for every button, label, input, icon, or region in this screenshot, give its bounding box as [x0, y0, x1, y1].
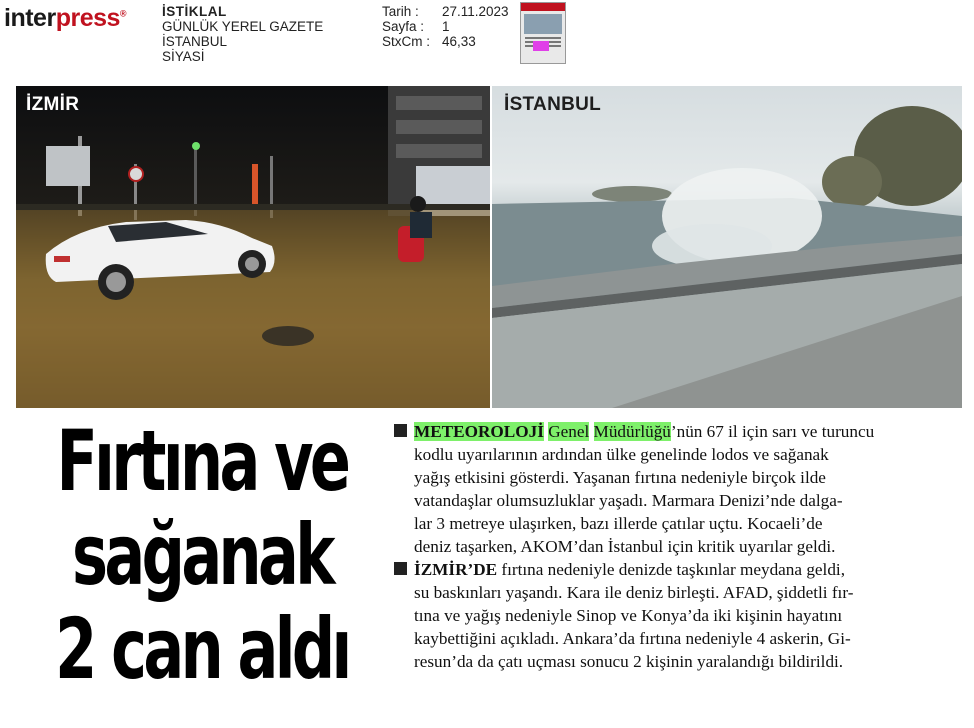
- text-line: su baskınları yaşandı. Kara ile deniz birleşti. AFAD, şiddetli fır-: [414, 583, 854, 602]
- headline-line: sağanak: [72, 506, 332, 604]
- text-line: kaybettiğini açıkladı. Ankara’da fırtına nedeniyle 4 askerin, Gi-: [414, 629, 851, 648]
- stxcm-label: StxCm :: [382, 34, 431, 49]
- page-value: 1: [442, 19, 450, 34]
- interpress-logo: interpress®: [4, 4, 127, 32]
- stxcm-value: 46,33: [442, 34, 476, 49]
- article-paragraph: METEOROLOJİ Genel Müdürlüğü’nün 67 il için sarı ve turuncu kodlu uyarılarının ardından ülke genelinde lodos ve sağanak yağış etkisini gösterdi. Yaşanan fırtına nedeniyle birçok ilde vatandaşlar olumsuzluklar yaşadı. Marmara Denizi’nde dalga- lar 3 metreye ulaşırken, bazı illerde çatılar uçtu. Kocaeli’de deniz taşarken, AKOM’dan İstanbul için kritik uyarılar geldi.: [394, 420, 964, 558]
- text-line: resun’da da çatı uçması sonucu 2 kişinin yaralandığı bildirildi.: [414, 652, 844, 671]
- clipping-meta: [382, 4, 509, 49]
- bullet-square-icon: [394, 424, 407, 437]
- photo-izmir-flood: [16, 86, 490, 408]
- keyword-highlight: METEOROLOJİ: [414, 422, 544, 441]
- text-line: vatandaşlar olumsuzluklar yaşadı. Marmara Denizi’nde dalga-: [414, 491, 843, 510]
- headline-line: Fırtına ve: [56, 412, 348, 510]
- publication-info: [162, 4, 323, 64]
- text-line: deniz taşarken, AKOM’dan İstanbul için kritik uyarılar geldi.: [414, 537, 836, 556]
- article-headline: [14, 414, 390, 696]
- publication-city: İSTANBUL: [162, 34, 228, 49]
- keyword-highlight: Genel: [548, 422, 590, 441]
- publication-type: GÜNLÜK YEREL GAZETE: [162, 19, 324, 34]
- date-value: 27.11.2023: [442, 4, 509, 19]
- text-line: yağış etkisini gösterdi. Yaşanan fırtına nedeniyle birçok ilde: [414, 468, 826, 487]
- headline-line: 2 can aldı: [55, 600, 349, 698]
- photo-label-istanbul: İSTANBUL: [504, 94, 602, 115]
- text-line: lar 3 metreye ulaşırken, bazı illerde çatılar uçtu. Kocaeli’de: [414, 514, 823, 533]
- paragraph-lead: İZMİR’DE: [414, 560, 498, 579]
- clipping-highlight-marker: [533, 41, 549, 51]
- photo-label-izmir: İZMİR: [26, 94, 80, 115]
- text-line: tına ve yağış nedeniyle Sinop ve Konya’da iki kişinin hayatını: [414, 606, 843, 625]
- article-body: [394, 420, 964, 673]
- izmir-scene-illustration: [16, 86, 490, 408]
- bullet-square-icon: [394, 562, 407, 575]
- page-label: Sayfa :: [382, 19, 425, 34]
- photo-istanbul-waves: [492, 86, 962, 408]
- istanbul-scene-illustration: [492, 86, 962, 408]
- newspaper-name: İSTİKLAL: [162, 4, 227, 19]
- text-line: kodlu uyarılarının ardından ülke genelinde lodos ve sağanak: [414, 445, 829, 464]
- page-thumbnail[interactable]: [520, 2, 566, 64]
- keyword-highlight: Müdürlüğü: [593, 422, 671, 441]
- date-label: Tarih :: [382, 4, 419, 19]
- publication-category: SİYASİ: [162, 49, 205, 64]
- article-paragraph: İZMİR’DE fırtına nedeniyle denizde taşkınlar meydana geldi, su baskınları yaşandı. Kara ile deniz birleşti. AFAD, şiddetli fır- tına ve yağış nedeniyle Sinop ve Konya’da iki kişinin hayatını kaybettiğini açıkladı. Ankara’da fırtına nedeniyle 4 askerin, Gi- resun’da da çatı uçması sonucu 2 kişinin yaralandığı bildirildi.: [394, 558, 964, 673]
